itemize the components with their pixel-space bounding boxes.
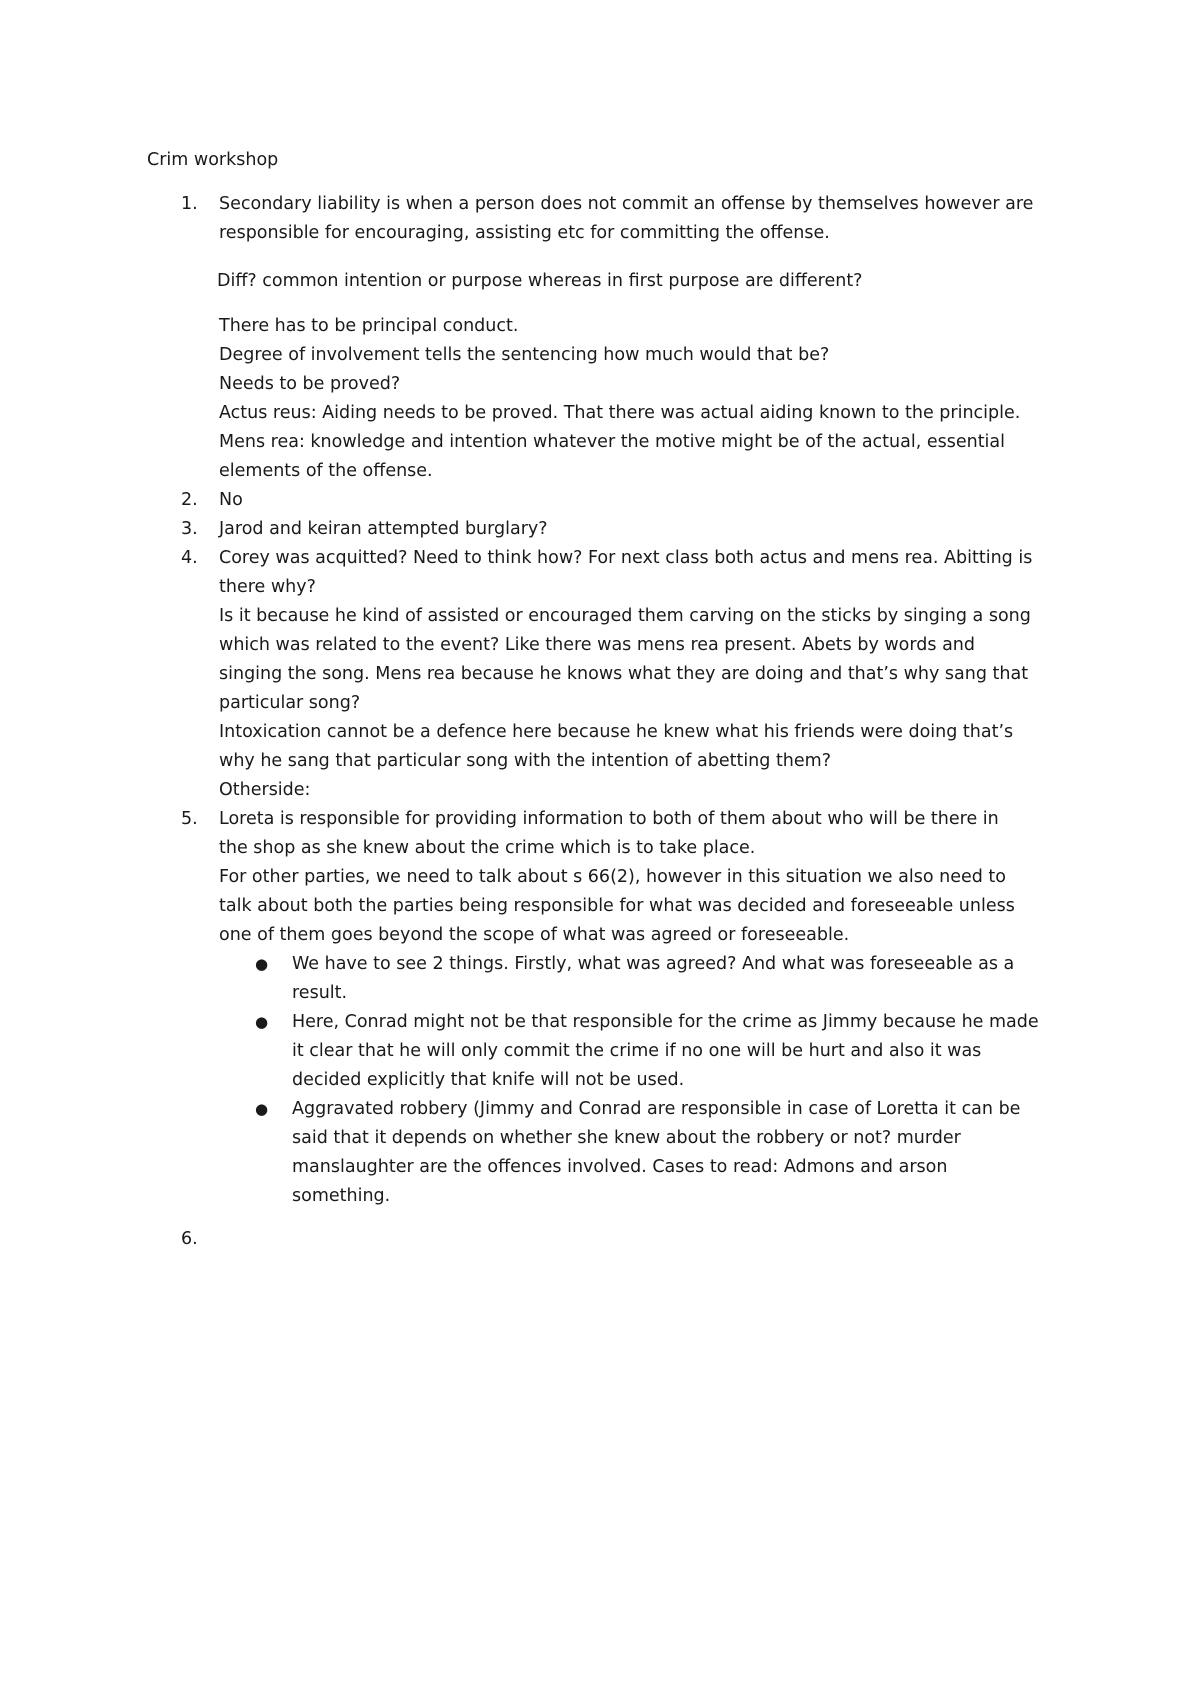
item4-line7: Intoxication cannot be a defence here because he knew what his friends were doing that’s [219, 722, 1014, 742]
item3-text: Jarod and keiran attempted burglary? [219, 519, 548, 539]
item5-line1: Loreta is responsible for providing information to both of them about who will be there in [219, 809, 999, 829]
item1-line1: Secondary liability is when a person does not commit an offense by themselves however are [219, 194, 1034, 214]
item4-line1: Corey was acquitted? Need to think how? For next class both actus and mens rea. Abitting is [219, 548, 1033, 568]
item1-para5: Mens rea: knowledge and intention whatever the motive might be of the actual, essential [219, 432, 1006, 452]
item4-line4: which was related to the event? Like there was mens rea present. Abets by words and [219, 635, 975, 655]
item5-line5: one of them goes beyond the scope of what was agreed or foreseeable. [219, 925, 850, 945]
item4-line8: why he sang that particular song with the intention of abetting them? [219, 751, 832, 771]
item5-line3: For other parties, we need to talk about s 66(2), however in this situation we also need to [219, 867, 1006, 887]
list-number-5: 5. [181, 809, 198, 829]
bullet2-line3: decided explicitly that knife will not be used. [292, 1070, 685, 1090]
item2-text: No [219, 490, 243, 510]
bullet1-line1: We have to see 2 things. Firstly, what was agreed? And what was foreseeable as a [292, 954, 1015, 974]
bullet2-line1: Here, Conrad might not be that responsible for the crime as Jimmy because he made [292, 1012, 1039, 1032]
list-number-3: 3. [181, 519, 198, 539]
item4-line2: there why? [219, 577, 316, 597]
list-number-2: 2. [181, 490, 198, 510]
item4-line9: Otherside: [219, 780, 311, 800]
document-title: Crim workshop [147, 150, 279, 170]
item5-line2: the shop as she knew about the crime which is to take place. [219, 838, 756, 858]
item1-para4: Actus reus: Aiding needs to be proved. That there was actual aiding known to the principle. [219, 403, 1021, 423]
item1-line2: responsible for encouraging, assisting etc for committing the offense. [219, 223, 830, 243]
bullet3-line2: said that it depends on whether she knew about the robbery or not? murder [292, 1128, 961, 1148]
item4-line6: particular song? [219, 693, 361, 713]
bullet1-line2: result. [292, 983, 348, 1003]
item1-para6: elements of the offense. [219, 461, 433, 481]
bullet-3: ● [255, 1100, 269, 1118]
item1-para2: Degree of involvement tells the sentencing how much would that be? [219, 345, 830, 365]
item5-line4: talk about both the parties being responsible for what was decided and foreseeable unless [219, 896, 1015, 916]
item1-diff: Diff? common intention or purpose whereas in first purpose are different? [217, 271, 863, 291]
item4-line3: Is it because he kind of assisted or encouraged them carving on the sticks by singing a song [219, 606, 1031, 626]
item1-para1: There has to be principal conduct. [219, 316, 519, 336]
item1-para3: Needs to be proved? [219, 374, 401, 394]
list-number-4: 4. [181, 548, 198, 568]
bullet2-line2: it clear that he will only commit the crime if no one will be hurt and also it was [292, 1041, 982, 1061]
list-number-1: 1. [181, 194, 198, 214]
bullet3-line4: something. [292, 1186, 391, 1206]
item4-line5: singing the song. Mens rea because he knows what they are doing and that’s why sang that [219, 664, 1029, 684]
bullet3-line3: manslaughter are the offences involved. Cases to read: Admons and arson [292, 1157, 948, 1177]
bullet-2: ● [255, 1013, 269, 1031]
bullet3-line1: Aggravated robbery (Jimmy and Conrad are responsible in case of Loretta it can be [292, 1099, 1021, 1119]
bullet-1: ● [255, 955, 269, 973]
list-number-6: 6. [181, 1229, 198, 1249]
